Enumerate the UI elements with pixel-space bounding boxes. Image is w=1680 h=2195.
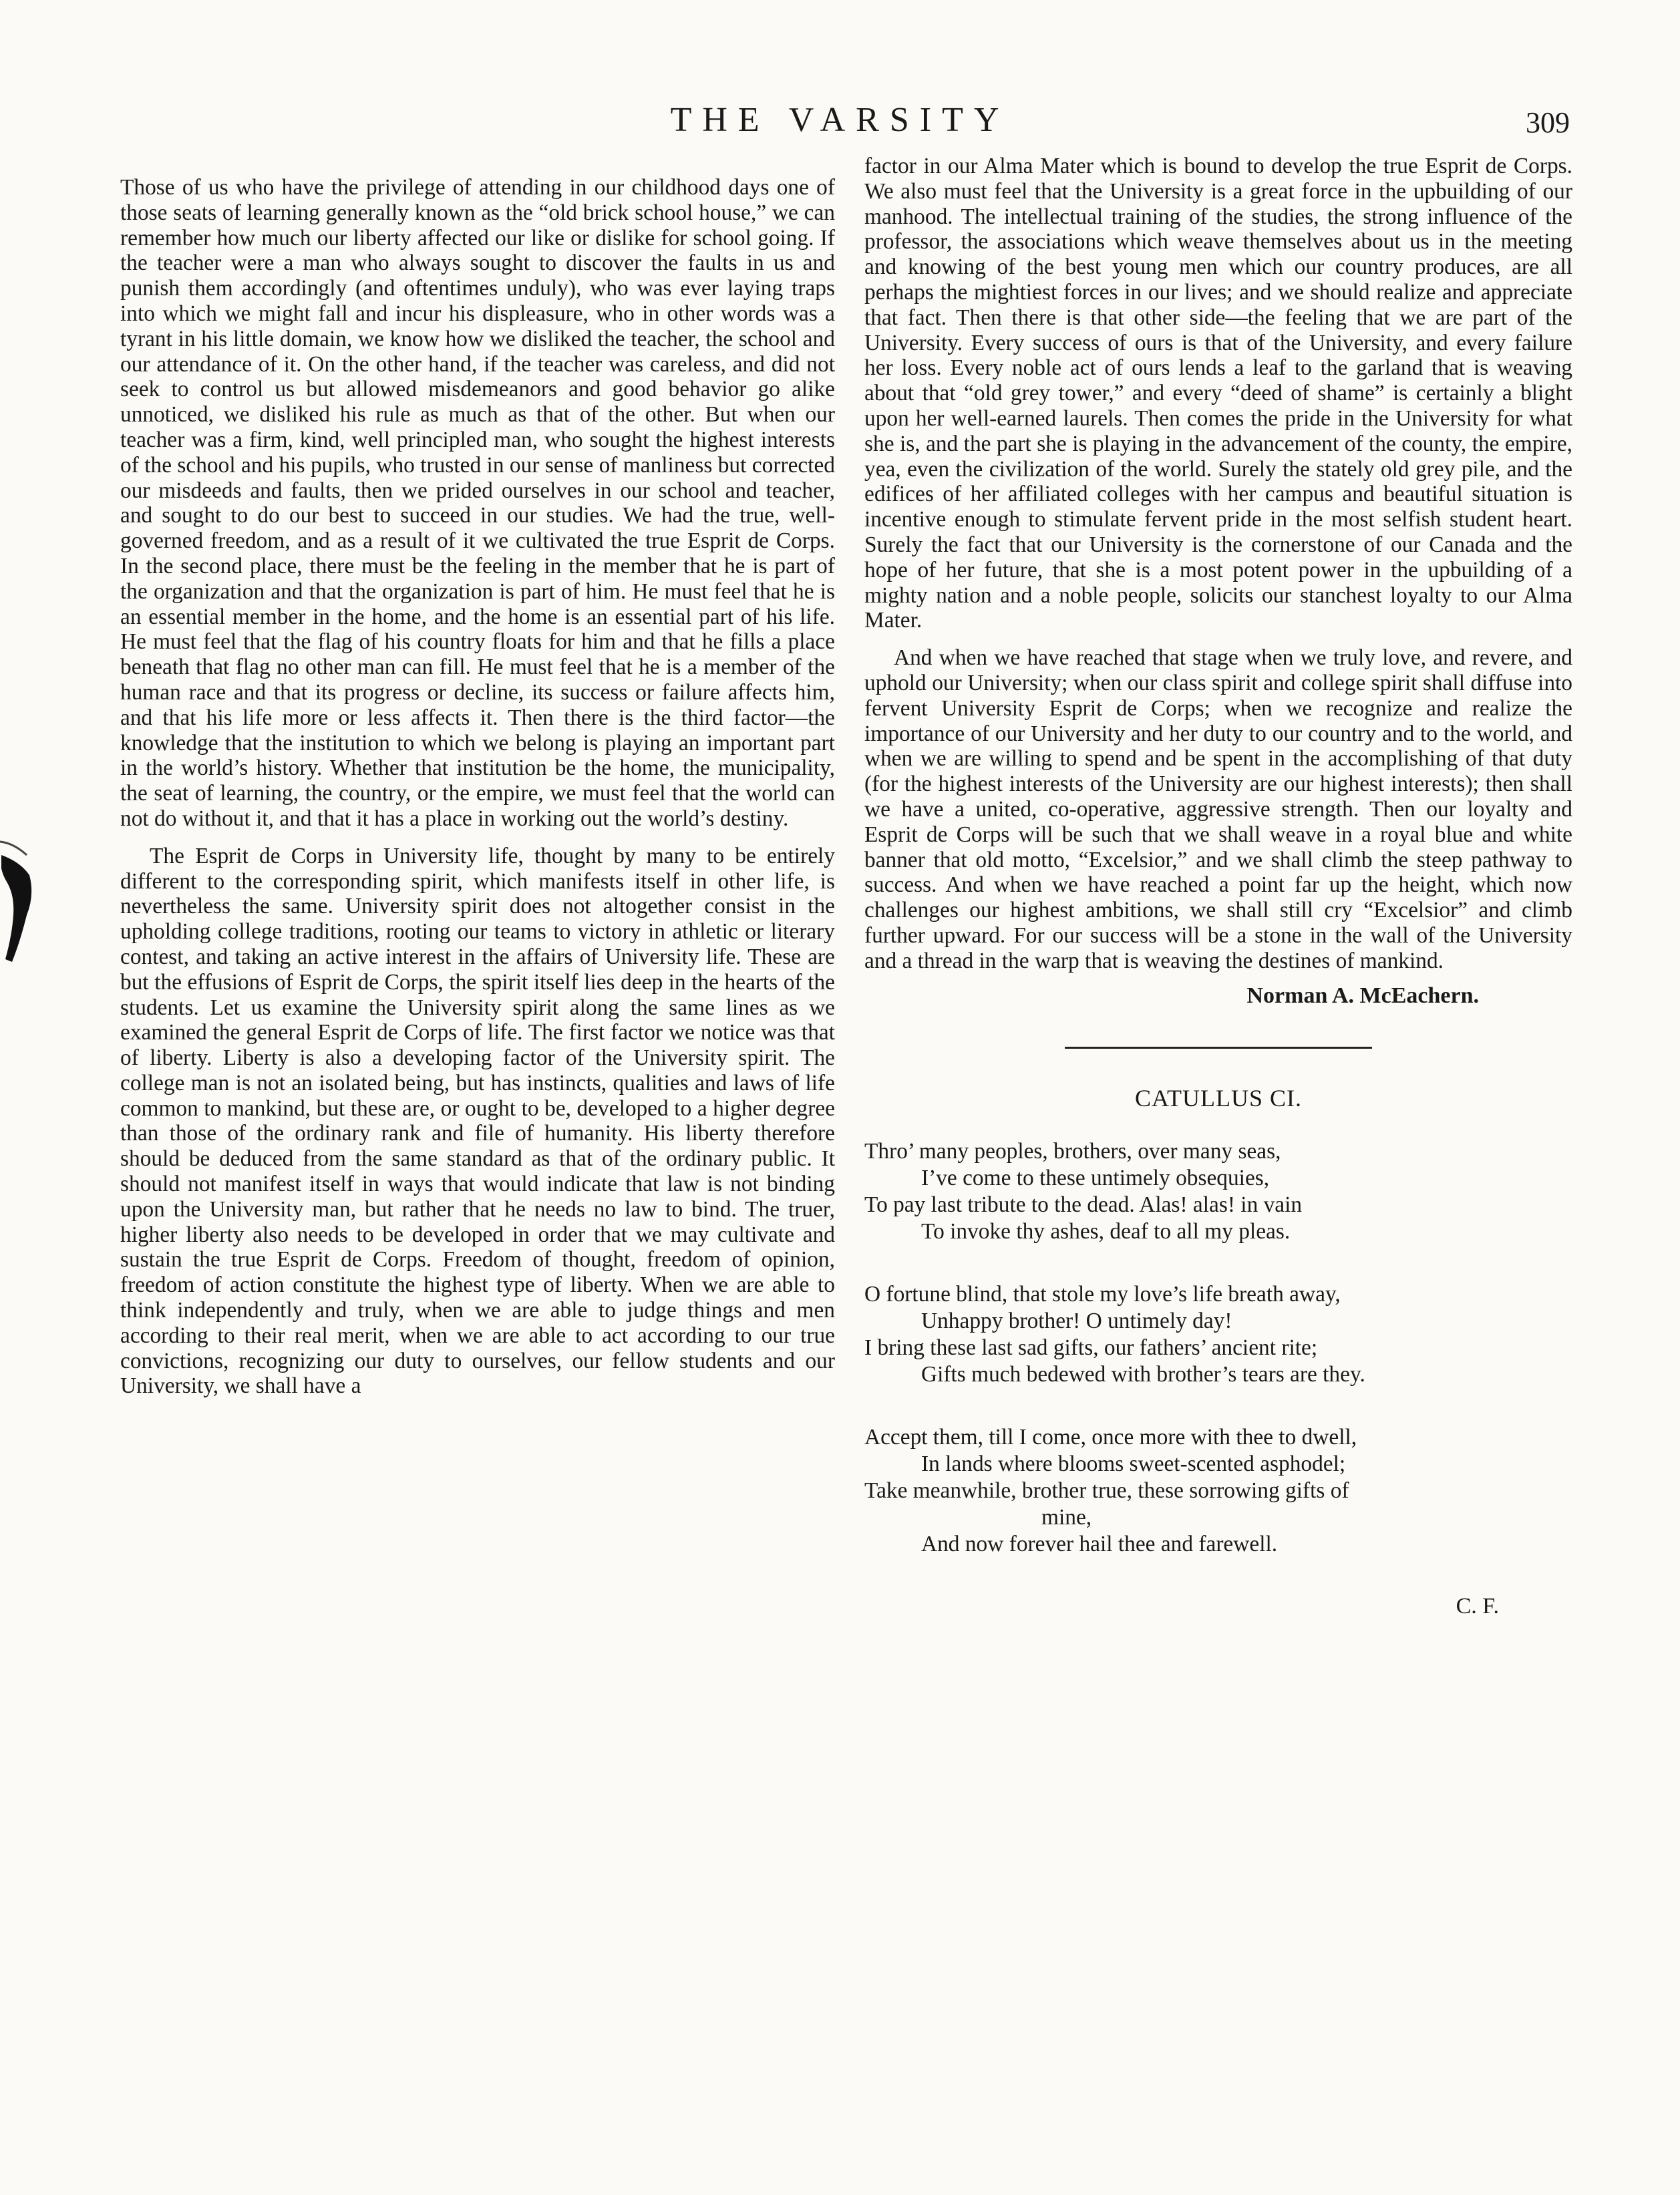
article-paragraph: factor in our Alma Mater which is bound to develop the true Esprit de Corps. We also must feel that the University is a great force in the upbuilding of our manhood. The intellectual training of the studies, the strong influence of the professor, the associations which weave themselves about us in the meeting and knowing of the best young men which our country produces, are all perhaps the mightiest forces in our lives; and we should realize and appreciate that fact. Then there is that other side—the feeling that we are part of the University. Every success of ours is that of the University, and every failure her loss. Every noble act of ours lends a leaf to the garland that is weaving about that “old grey tower,” and every “deed of shame” is certainly a blight upon her well-earned laurels. Then comes the pride in the University for what she is, and the part she is playing in the advancement of the county, the empire, yea, even the civilization of the world. Surely the stately old grey pile, and the edifices of her affiliated colleges with her campus and beautiful situation is incentive enough to stimulate fervent pride in the most selfish student heart. Surely the fact that our University is the cornerstone of our Canada and the hope of her future, that she is a most potent power in the upbuilding of a mighty nation and a noble people, solicits our stanchest loyalty to our Alma Mater. (864, 154, 1572, 633)
poem-stanza (864, 1138, 1572, 1245)
poem-stanza (864, 1281, 1572, 1388)
article-paragraph: The Esprit de Corps in University life, thought by many to be entirely different to the corresponding spirit, which manifests itself in other life, is nevertheless the same. University spirit does not altogether consist in the upholding college traditions, rooting our teams to victory in athletic or literary contest, and taking an active interest in the affairs of University life. These are but the effusions of Esprit de Corps, the spirit itself lies deep in the hearts of the students. Let us examine the University spirit along the same lines as we examined the general Esprit de Corps of life. The first factor we notice was that of liberty. Liberty is also a developing factor of the University spirit. The college man is not an isolated being, but has instincts, qualities and laws of life common to mankind, but these are, or ought to be, developed to a higher degree than those of the ordinary rank and file of humanity. His liberty therefore should be deduced from the same standard as that of the ordinary public. It should not manifest itself in ways that would indicate that law is not binding upon the University man, but rather that he needs no law to bind. The truer, higher liberty also needs to be developed in order that we may cultivate and sustain the true Esprit de Corps. Freedom of thought, freedom of opinion, freedom of action constitute the highest type of liberty. When we are able to think independently and truly, when we are able to judge things and men according to their real merit, when we are able to act according to our true convictions, recognizing our duty to ourselves, our fellow students and our University, we shall have a (120, 843, 835, 1399)
poem-signature: C. F. (1456, 1594, 1499, 1619)
poem-line: Gifts much bedewed with brother’s tears are they. (921, 1362, 1365, 1387)
poem-line: mine, (1041, 1505, 1092, 1530)
article-paragraph: And when we have reached that stage when we truly love, and revere, and uphold our University; when our class spirit and college spirit shall diffuse into fervent University Esprit de Corps; when we recognize and realize the importance of our University and her duty to our country and to the world, and when we are willing to spend and be spent in the accomplishing of that duty (for the highest interests of the University are our highest interests); then shall we have a united, co-operative, aggressive strength. Then our loyalty and Esprit de Corps will be such that we shall weave in a royal blue and white banner that old motto, “Excelsior,” and we shall climb the steep pathway to success. And when we have reached a point far up the height, which now challenges our highest ambitions, we shall still cry “Excelsior” and climb further upward. For our success will be a stone in the wall of the University and a thread in the warp that is weaving the destines of mankind. (864, 645, 1572, 973)
poem-line: I’ve come to these untimely obsequies, (921, 1166, 1270, 1191)
poem-line: Unhappy brother! O untimely day! (921, 1309, 1232, 1334)
section-divider (1065, 1047, 1372, 1049)
poem-body (864, 1138, 1572, 1558)
poem-line: To invoke thy ashes, deaf to all my pleas. (921, 1219, 1291, 1244)
page-header (0, 100, 1680, 154)
right-column (864, 154, 1572, 1619)
poem-stanza (864, 1424, 1572, 1558)
article-paragraph: Those of us who have the privilege of attending in our childhood days one of those seats of learning generally known as the “old brick school house,” we can remember how much our liberty affected our like or dislike for school going. If the teacher were a man who always sought to discover the faults in us and punish them accordingly (and oftentimes unduly), who was ever laying traps into which we might fall and incur his displeasure, who in other words was a tyrant in his little domain, we know how we disliked the teacher, the school and our attendance of it. On the other hand, if the teacher was careless, and did not seek to control us but allowed misdemeanors and good behavior go alike unnoticed, we disliked his rule as much as that of the other. But when our teacher was a firm, kind, well principled man, who sought the highest interests of the school and his pupils, who trusted in our sense of manliness but corrected our misdeeds and faults, then we prided ourselves in our school and teacher, and sought to do our best to succeed in our studies. We had the true, well-governed freedom, and as a result of it we cultivated the true Esprit de Corps. In the second place, there must be the feeling in the member that he is part of the organization and that the organization is part of him. He must feel that he is an essential member in the home, and the home is an essential part of his life. He must feel that the flag of his country floats for him and that he fills a place beneath that flag no other man can fill. He must feel that he is a member of the human race and that its progress or decline, its success or failure affects him, and that his life more or less affects it. Then there is the third factor—the knowledge that the institution to which we belong is playing an important part in the world’s history. Whether that institution be the home, the municipality, the seat of learning, the country, or the empire, we must feel that the world can not do without it, and that it has a place in working out the world’s destiny. (120, 175, 835, 831)
poem-line: Accept them, till I come, once more with thee to dwell, (864, 1425, 1357, 1450)
left-column (120, 175, 835, 1399)
margin-binding-mark (0, 835, 39, 969)
poem-line: And now forever hail thee and farewell. (921, 1532, 1278, 1557)
poem-line: To pay last tribute to the dead. Alas! alas! in vain (864, 1192, 1303, 1218)
poem-line: I bring these last sad gifts, our fathers’ ancient rite; (864, 1335, 1318, 1361)
poem-line: In lands where blooms sweet-scented asphodel; (921, 1452, 1346, 1477)
poem-line: Take meanwhile, brother true, these sorrowing gifts of (864, 1478, 1349, 1504)
poem-line: Thro’ many peoples, brothers, over many seas, (864, 1139, 1281, 1164)
running-title: THE VARSITY (670, 101, 1010, 139)
poem-line: O fortune blind, that stole my love’s life breath away, (864, 1282, 1341, 1307)
poem-title: CATULLUS CI. (1134, 1085, 1302, 1112)
page-number: 309 (1526, 106, 1570, 139)
author-signature: Norman A. McEachern. (1246, 983, 1479, 1008)
